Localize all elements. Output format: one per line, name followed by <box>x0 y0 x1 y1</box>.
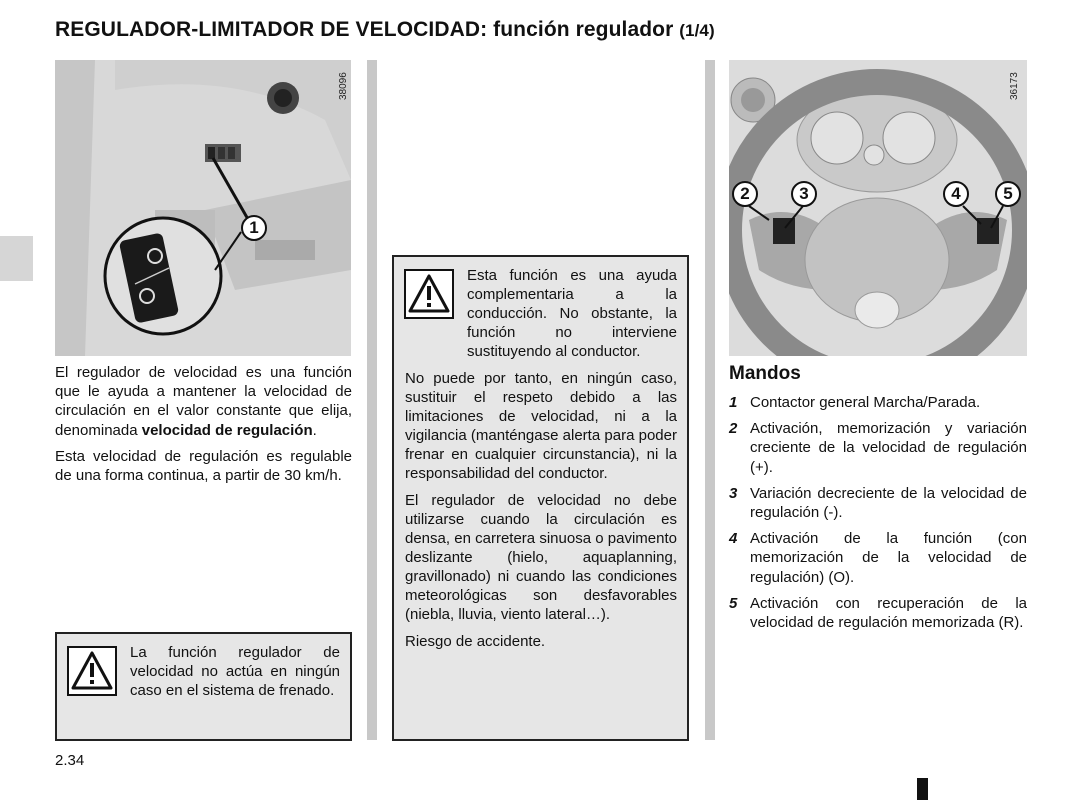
column-divider-right <box>705 60 715 740</box>
list-item: 4 Activación de la función (con memorización de la velocidad de regulación) (O). <box>729 530 1027 586</box>
photo-reference-number: 38096 <box>338 72 349 100</box>
warning-intro: Esta función es una ayuda complementaria a la conducción. No obstante, la función no interviene sustituyendo al conductor. <box>467 267 677 360</box>
title-main: REGULADOR-LIMITADOR DE VELOCIDAD: función regulador <box>55 18 674 41</box>
speed-range-paragraph: Esta velocidad de regulación es regulable de una forma continua, a partir de 30 km/h. <box>55 447 352 485</box>
callout-4: 4 <box>943 181 969 207</box>
warning-icon <box>67 646 117 696</box>
list-item: 2 Activación, memorización y variación creciente de la velocidad de regulación (+). <box>729 420 1027 476</box>
warning-para-2: El regulador de velocidad no debe utilizarse cuando la circulación es densa, en carretera sinuosa o pavimento deslizante (hielo, aquaplanning, gravillonado) ni cuando las condiciones meteorológicas son desfavorables (niebla, lluvia, viento lateral…). <box>405 492 677 623</box>
steering-wheel-photo <box>729 60 1027 356</box>
warning-para-1: No puede por tanto, en ningún caso, sustituir el respeto debido a las limitaciones de velocidad, ni a la vigilancia (manténgase alerta para poder frenar en cualquier circunstancia), ni la responsabilidad del conductor. <box>405 370 677 482</box>
intro-paragraph: El regulador de velocidad es una función que le ayuda a mantener la velocidad de circulación en el valor constante que elija, denominada velocidad de regulación. <box>55 364 352 439</box>
callout-2: 2 <box>732 181 758 207</box>
photo-reference-number: 36173 <box>1009 72 1020 100</box>
page-number: 2.34 <box>55 752 85 769</box>
controls-heading: Mandos <box>729 363 801 384</box>
section-tab <box>0 236 33 281</box>
callout-3: 3 <box>791 181 817 207</box>
list-item: 3 Variación decreciente de la velocidad de regulación (-). <box>729 484 1027 522</box>
braking-warning-text: La función regulador de velocidad no actúa en ningún caso en el sistema de frenado. <box>130 644 340 699</box>
left-column-text <box>55 363 352 492</box>
safety-warning-text <box>405 266 677 651</box>
list-item: 5 Activación con recuperación de la velocidad de regulación memorizada (R). <box>729 594 1027 632</box>
list-item: 1 Contactor general Marcha/Parada. <box>729 394 981 411</box>
callout-5: 5 <box>995 181 1021 207</box>
icon-spacer <box>405 266 467 344</box>
safety-warning-box <box>392 255 689 741</box>
callout-1: 1 <box>241 215 267 241</box>
braking-warning-box <box>55 632 352 741</box>
page-corner-mark <box>917 778 928 800</box>
page-title <box>55 18 715 42</box>
warning-para-3: Riesgo de accidente. <box>405 633 546 650</box>
column-divider-left <box>367 60 377 740</box>
controls-list <box>729 393 1027 639</box>
title-part: (1/4) <box>679 21 715 40</box>
dashboard-switch-photo <box>55 60 351 356</box>
